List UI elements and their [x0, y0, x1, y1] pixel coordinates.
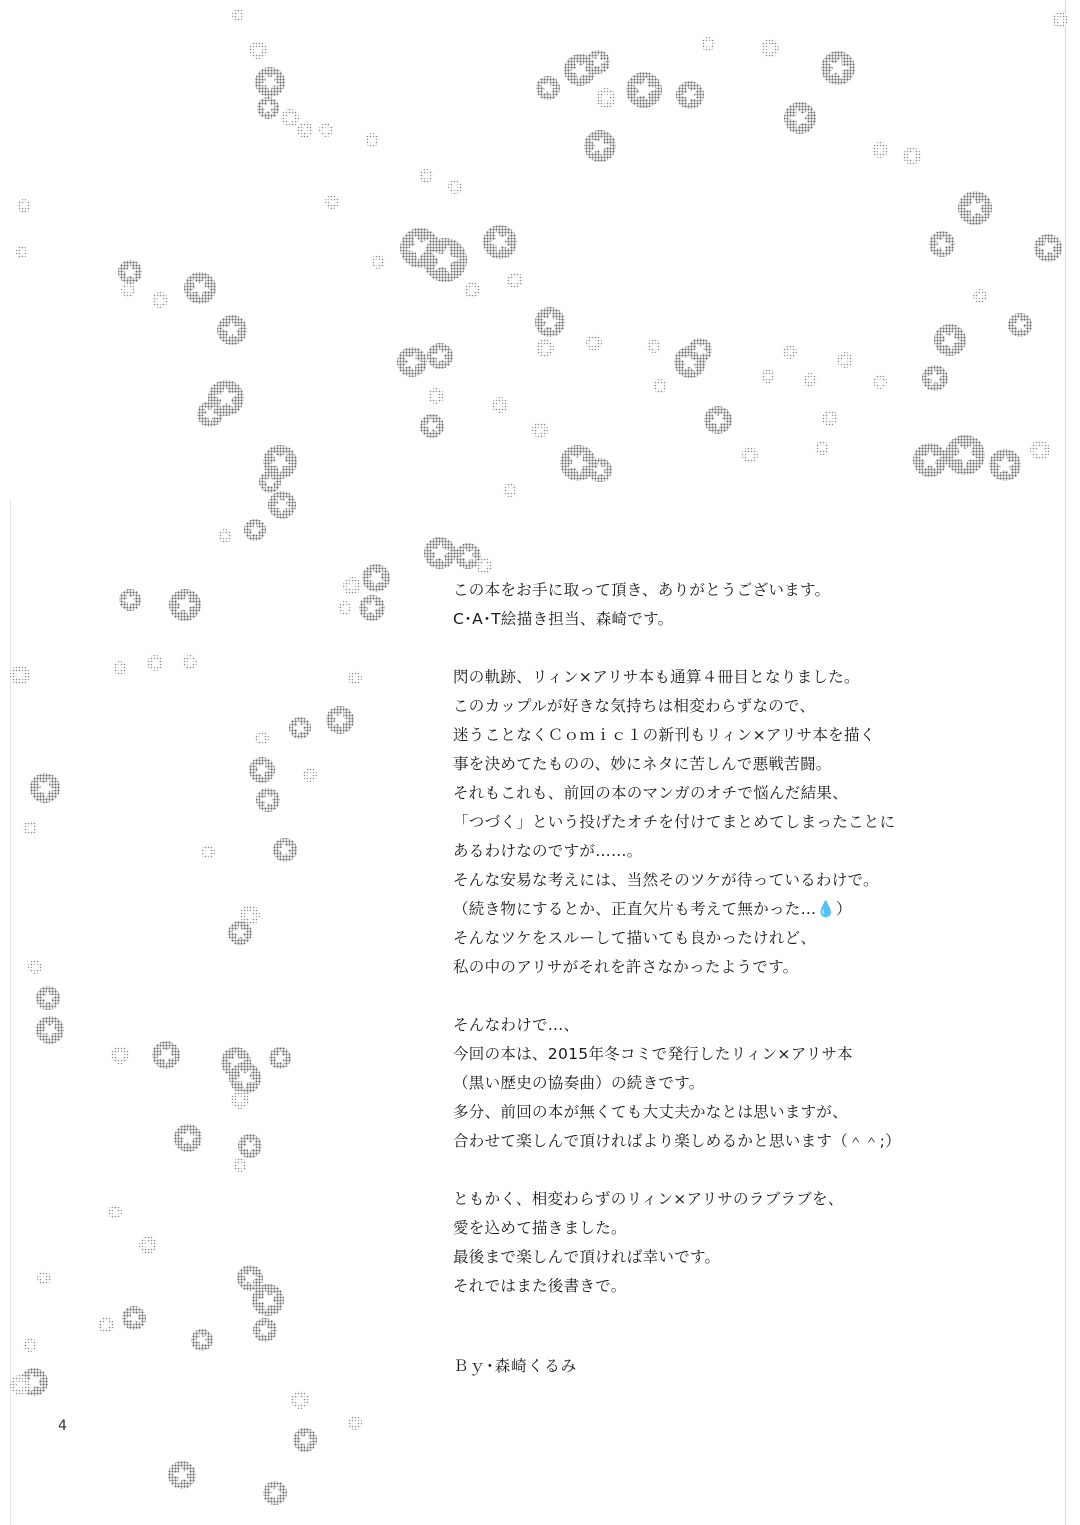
star-bubble-icon	[588, 458, 612, 482]
afterword-paragraph	[453, 1185, 953, 1301]
star-bubble-icon	[108, 1205, 122, 1219]
star-bubble-icon	[297, 122, 313, 138]
star-bubble-icon	[249, 41, 267, 59]
paragraph-gap	[453, 982, 953, 1011]
star-bubble-icon	[343, 577, 361, 595]
star-bubble-icon	[113, 661, 127, 675]
star-bubble-icon	[688, 338, 712, 362]
star-bubble-icon	[238, 1134, 262, 1158]
star-bubble-icon	[122, 1306, 146, 1330]
star-bubble-icon	[397, 347, 427, 377]
star-bubble-icon	[973, 289, 987, 303]
star-bubble-icon	[424, 537, 456, 569]
star-bubble-icon	[761, 39, 779, 57]
text-line: 「つづく」という投げたオチを付けてまとめてしまったことに	[453, 813, 896, 831]
star-bubble-icon	[701, 37, 715, 51]
star-bubble-icon	[359, 595, 385, 621]
star-bubble-icon	[255, 731, 269, 745]
text-line: それもこれも、前回の本のマンガのオチで悩んだ結果、	[453, 784, 849, 802]
star-bubble-icon	[419, 169, 433, 183]
text-line: （続き物にするとか、正直欠片も考えて無かった…💧）	[453, 900, 852, 918]
star-bubble-icon	[348, 671, 362, 685]
star-bubble-icon	[168, 1461, 196, 1489]
star-bubble-icon	[291, 1391, 309, 1409]
afterword-paragraph	[453, 1011, 953, 1156]
star-bubble-icon	[536, 76, 560, 100]
star-bubble-icon	[147, 655, 163, 671]
text-line: （黒い歴史の協奏曲）の続きです。	[453, 1074, 705, 1092]
star-bubble-icon	[492, 397, 508, 413]
star-bubble-icon	[934, 324, 966, 356]
text-line: 事を決めてたものの、妙にネタに苦しんで悪戦苦闘。	[453, 755, 832, 773]
star-bubble-icon	[676, 81, 704, 109]
text-line: 合わせて楽しんで頂ければより楽しめるかと思います（＾＾;）	[453, 1132, 901, 1150]
star-bubble-icon	[256, 788, 280, 812]
star-bubble-icon	[483, 225, 517, 259]
text-line: このカップルが好きな気持ちは相変わらずなので、	[453, 697, 816, 715]
star-bubble-icon	[803, 373, 817, 387]
star-bubble-icon	[325, 195, 339, 209]
star-bubble-icon	[17, 199, 31, 213]
text-line: ともかく、相変わらずのリィン×アリサのラブラブを、	[453, 1190, 844, 1208]
star-bubble-icon	[1008, 313, 1032, 337]
star-bubble-icon	[257, 97, 279, 119]
star-bubble-icon	[784, 102, 816, 134]
star-bubble-icon	[448, 180, 462, 194]
text-line: 多分、前回の本が無くても大丈夫かなとは思いますが、	[453, 1103, 849, 1121]
star-bubble-icon	[586, 50, 610, 74]
text-line: 愛を込めて描きました。	[453, 1219, 627, 1237]
star-bubble-icon	[535, 307, 565, 337]
star-bubble-icon	[218, 529, 232, 543]
star-bubble-icon	[10, 1375, 30, 1395]
star-bubble-icon	[229, 1062, 261, 1094]
star-bubble-icon	[152, 292, 168, 308]
star-bubble-icon	[647, 339, 661, 353]
page-number: 4	[58, 1418, 67, 1434]
star-bubble-icon	[783, 345, 797, 359]
star-bubble-icon	[1034, 234, 1062, 262]
star-bubble-icon	[872, 142, 888, 158]
star-bubble-icon	[268, 491, 296, 519]
star-bubble-icon	[348, 1416, 362, 1430]
star-bubble-icon	[326, 706, 354, 734]
star-bubble-icon	[259, 471, 281, 493]
star-bubble-icon	[233, 1158, 247, 1172]
star-bubble-icon	[532, 422, 548, 438]
star-bubble-icon	[922, 365, 948, 391]
star-bubble-icon	[244, 519, 266, 541]
star-bubble-icon	[263, 1481, 287, 1505]
text-line: この本をお手に取って頂き、ありがとうございます。	[453, 581, 831, 599]
text-line: 迷うことなくＣｏｍｉｃ１の新刊もリィン×アリサ本を描く	[453, 726, 876, 744]
star-bubble-icon	[118, 260, 142, 284]
text-line: そんなわけで…、	[453, 1016, 580, 1034]
star-bubble-icon	[837, 352, 853, 368]
star-bubble-icon	[903, 147, 921, 165]
afterword-paragraph	[453, 663, 953, 982]
star-bubble-icon	[822, 410, 838, 426]
star-bubble-icon	[427, 343, 453, 369]
star-bubble-icon	[139, 1236, 157, 1254]
star-bubble-icon	[362, 564, 390, 592]
star-bubble-icon	[423, 238, 467, 282]
star-bubble-icon	[303, 768, 317, 782]
star-bubble-icon	[761, 369, 775, 383]
text-line: あるわけなのですが……。	[453, 842, 643, 860]
star-bubble-icon	[913, 443, 947, 477]
star-bubble-icon	[121, 283, 135, 297]
star-bubble-icon	[365, 133, 379, 147]
star-bubble-icon	[338, 601, 352, 615]
star-bubble-icon	[16, 246, 28, 258]
star-bubble-icon	[428, 388, 444, 404]
star-bubble-icon	[586, 335, 602, 351]
star-bubble-icon	[873, 375, 887, 389]
star-bubble-icon	[169, 589, 201, 621]
star-bubble-icon	[228, 921, 252, 945]
star-bubble-icon	[232, 9, 244, 21]
star-bubble-icon	[289, 717, 311, 739]
star-bubble-icon	[507, 272, 523, 288]
star-bubble-icon	[464, 282, 480, 298]
star-bubble-icon	[584, 130, 616, 162]
star-bubble-icon	[281, 109, 299, 127]
afterword-text	[453, 576, 953, 1301]
text-line: 今回の本は、2015年冬コミで発行したリィン×アリサ本	[453, 1045, 853, 1063]
star-bubble-icon	[653, 379, 667, 393]
text-line: 私の中のアリサがそれを許さなかったようです。	[453, 958, 799, 976]
text-line: そんなツケをスルーして描いても良かったけれど、	[453, 929, 817, 947]
text-line: それではまた後書きで。	[453, 1277, 627, 1295]
star-bubble-icon	[253, 1318, 277, 1342]
star-bubble-icon	[371, 255, 385, 269]
star-bubble-icon	[174, 1124, 202, 1152]
star-bubble-icon	[269, 1047, 291, 1069]
star-bubble-icon	[197, 401, 223, 427]
star-bubble-icon	[152, 1041, 180, 1069]
star-bubble-icon	[989, 449, 1021, 481]
paragraph-gap	[453, 634, 953, 663]
afterword-paragraph	[453, 576, 953, 634]
star-bubble-icon	[10, 665, 30, 685]
star-bubble-icon	[217, 315, 247, 345]
star-bubble-icon	[255, 67, 285, 97]
star-bubble-icon	[476, 558, 492, 574]
star-bubble-icon	[1052, 12, 1068, 28]
star-bubble-icon	[119, 589, 141, 611]
text-line: 最後まで楽しんで頂ければ幸いです。	[453, 1248, 721, 1266]
star-bubble-icon	[23, 1338, 37, 1352]
star-bubble-icon	[183, 655, 197, 669]
star-bubble-icon	[37, 1271, 51, 1285]
star-bubble-icon	[420, 414, 444, 438]
star-bubble-icon	[23, 821, 37, 835]
star-bubble-icon	[503, 483, 517, 497]
star-bubble-icon	[36, 1016, 64, 1044]
star-bubble-icon	[184, 272, 216, 304]
star-bubble-icon	[536, 339, 554, 357]
star-bubble-icon	[249, 757, 275, 783]
star-bubble-icon	[596, 88, 616, 108]
author-signature: Ｂｙ･森崎くるみ	[453, 1357, 578, 1375]
star-bubble-icon	[929, 231, 955, 257]
star-bubble-icon	[319, 123, 333, 137]
star-bubble-icon	[945, 435, 985, 475]
text-line: C･A･T絵描き担当、森崎です。	[453, 610, 674, 628]
star-bubble-icon	[98, 1317, 114, 1333]
star-bubble-icon	[252, 1284, 284, 1316]
star-bubble-icon	[742, 447, 758, 463]
star-bubble-icon	[111, 1046, 129, 1064]
star-bubble-icon	[201, 845, 215, 859]
star-bubble-icon	[191, 1329, 213, 1351]
star-bubble-icon	[704, 406, 732, 434]
star-bubble-icon	[28, 960, 42, 974]
star-bubble-icon	[30, 773, 60, 803]
star-bubble-icon	[293, 1428, 317, 1452]
star-bubble-icon	[1030, 440, 1050, 460]
text-line: そんな安易な考えには、当然そのツケが待っているわけで。	[453, 871, 879, 889]
text-line: 閃の軌跡、リィン×アリサ本も通算４冊目となりました。	[453, 668, 860, 686]
star-bubble-icon	[958, 191, 992, 225]
star-bubble-icon	[273, 838, 297, 862]
star-bubble-icon	[821, 51, 855, 85]
star-bubble-icon	[36, 986, 60, 1010]
star-bubble-icon	[815, 441, 829, 455]
paragraph-gap	[453, 1156, 953, 1185]
star-bubble-icon	[231, 1091, 249, 1109]
star-bubble-icon	[626, 72, 662, 108]
